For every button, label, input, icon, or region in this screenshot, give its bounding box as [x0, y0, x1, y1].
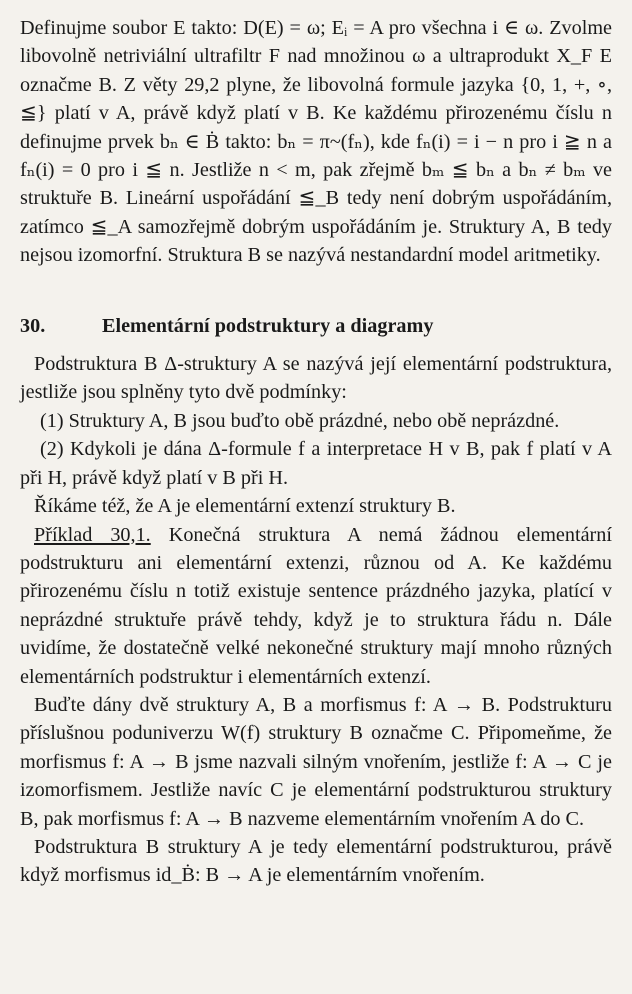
- paragraph-substructure: Podstruktura B struktury A je tedy elementární podstrukturou, právě když morfismus id_Ḃ: B → A je elementárním vnořením.: [20, 835, 612, 887]
- condition-1: (1) Struktury A, B jsou buďto obě prázdné, nebo obě neprázdné.: [40, 409, 560, 432]
- extension-sentence: Říkáme též, že A je elementární extenzí struktury B.: [34, 495, 456, 518]
- paragraph-nonstandard-model: Definujme soubor E takto: D(E) = ω; Eᵢ = A pro všechna i ∈ ω. Zvolme libovolně netriviální ultrafiltr F nad množinou ω a ultraprodukt X_F E označme B. Z věty 29,2 plyne, že libovolná formule jazyka {0, 1, +, ∘, ≦} platí v A, právě když platí v B. Ke každému přirozenému číslu n definujme prvek bₙ ∈ Ḃ takto: bₙ = π~(fₙ), kde fₙ(i) = i − n pro i ≧ n a fₙ(i) = 0 pro i ≦ n. Jestliže n < m, pak zřejmě bₘ ≦ bₙ a bₙ ≠ bₘ ve struktuře B. Lineární uspořádání ≦_B tedy není dobrým uspořádáním, zatímco ≦_A samozřejmě dobrým uspořádáním je. Struktury A, B tedy nejsou izomorfní. Struktura B se nazývá nestandardní model aritmetiky.: [20, 17, 612, 267]
- example-label: Příklad 30,1.: [34, 523, 151, 546]
- paragraph-morphism: Buďte dány dvě struktury A, B a morfismus f: A → B. Podstrukturu příslušnou poduniverzu W(f) struktury B označme C. Připomeňme, že morfismus f: A → B jsme nazvali silným vnořením, jestliže f: A → C je izomorfismem. Jestliže navíc C je elementární podstrukturou struktury B, pak morfismus f: A → B nazveme elementárním vnořením A do C.: [20, 693, 612, 830]
- spacer: [20, 270, 612, 312]
- example-paragraph: [20, 521, 612, 691]
- section-title: Elementární podstruktury a diagramy: [102, 314, 434, 337]
- example-text: Konečná struktura A nemá žádnou elementární podstrukturu ani elementární extenzi, různou od A. Ke každému přirozenému číslu n totiž existuje sentence prázdného jazyka, platící v neprázdné struktuře právě tehdy, když je to struktura řádu n. Dále uvidíme, že dostatečně velké nekonečné struktury mají mnoho různých elementárních podstruktur i elementárních extenzí.: [20, 523, 612, 688]
- condition-2: (2) Kdykoli je dána Δ-formule f a interpretace H v B, pak f platí v A při H, právě když platí v B při H.: [20, 438, 612, 489]
- section-heading: [20, 312, 612, 340]
- document-page: [20, 14, 612, 890]
- definition-intro: Podstruktura B Δ-struktury A se nazývá její elementární podstruktura, jestliže jsou splněny tyto dvě podmínky:: [20, 353, 612, 404]
- section-number: 30.: [20, 314, 46, 337]
